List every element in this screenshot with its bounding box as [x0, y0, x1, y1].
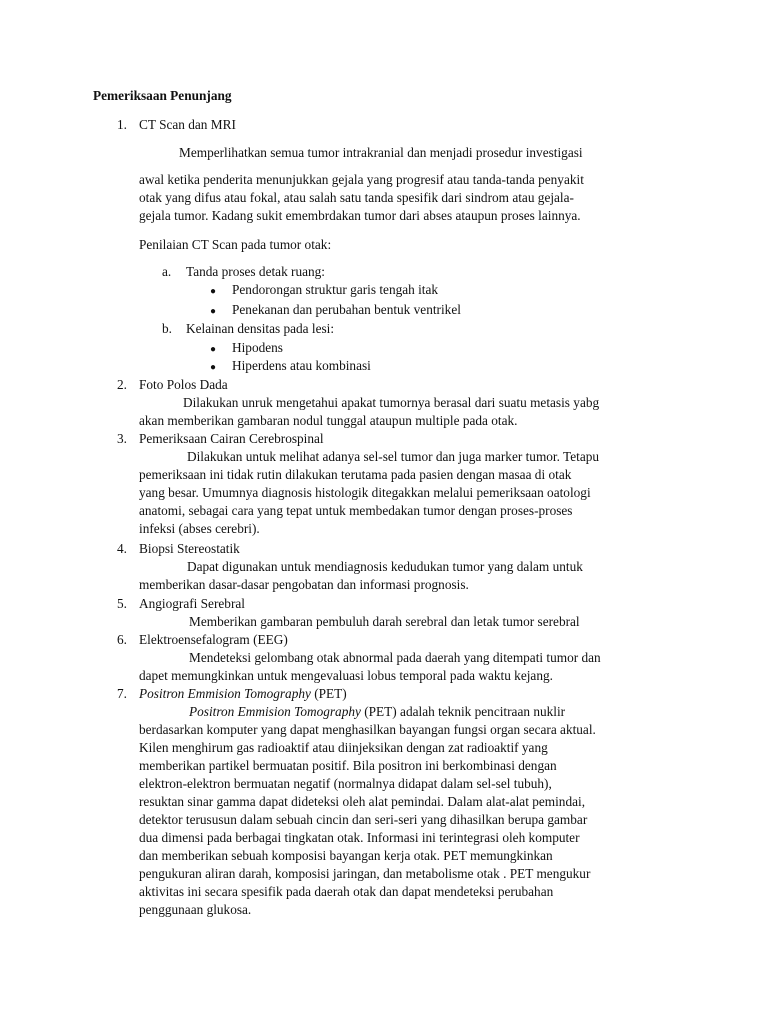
sub-letter: b.	[162, 321, 172, 336]
list-item-cairan	[117, 430, 324, 448]
text-line: berdasarkan komputer yang dapat menghasilkan bayangan fungsi organ secara aktual.	[139, 722, 596, 737]
sub-item-b	[162, 320, 334, 338]
paragraph	[139, 466, 679, 538]
text-line: dan memberikan sebuah komposisi bayangan kerja otak. PET memungkinkan	[139, 848, 553, 863]
text-line: Kilen menghirum gas radioaktif atau diinjeksikan dengan zat radioaktif yang	[139, 740, 548, 755]
pet-italic-term: Positron Emmision Tomography	[189, 704, 361, 719]
bullet-icon: ●	[210, 344, 217, 355]
text-line: Mendeteksi gelombang otak abnormal pada daerah yang ditempati tumor dan	[189, 650, 601, 665]
item-title: Foto Polos Dada	[139, 377, 228, 392]
pet-paragraph	[139, 721, 679, 919]
list-item-eeg	[117, 631, 288, 649]
text-line: penggunaan glukosa.	[139, 902, 252, 917]
list-item-pet	[117, 685, 347, 703]
text-line: aktivitas ini secara spesifik pada daerah otak dan dapat mendeteksi perubahan	[139, 884, 554, 899]
text-line: dapet memungkinkan untuk mengevaluasi lobus temporal pada waktu kejang.	[139, 668, 553, 683]
pet-first-rest: (PET) adalah teknik pencitraan nuklir	[360, 704, 566, 719]
bullet-icon: ●	[210, 306, 217, 317]
text-line: anatomi, sebagai cara yang tepat untuk membedakan tumor dengan proses-proses	[139, 503, 573, 518]
text-line: akan memberikan gambaran nodul tunggal ataupun multiple pada otak.	[139, 413, 518, 428]
section-heading: Pemeriksaan Penunjang	[93, 88, 232, 103]
text-line: Memberikan gambaran pembuluh darah serebral dan letak tumor serebral	[189, 614, 580, 629]
pet-first-line	[189, 703, 729, 721]
item-title: Biopsi Stereostatik	[139, 541, 240, 556]
item-number: 6.	[117, 632, 127, 647]
item-title: CT Scan dan MRI	[139, 117, 236, 132]
bullet-text: Pendorongan struktur garis tengah itak	[232, 282, 439, 297]
sub-letter: a.	[162, 264, 172, 279]
text-line: resuktan sinar gamma dapat dideteksi oleh alat pemindai. Dalam alat-alat pemindai,	[139, 794, 586, 809]
text-line: detektor terususun dalam sebuah cincin dan seri-seri yang dihasilkan berupa gambar	[139, 812, 588, 827]
text-line: memberikan partikel bermuatan positif. Bila positron ini berkombinasi dengan	[139, 758, 557, 773]
item-number: 3.	[117, 431, 127, 446]
sub-item-a	[162, 263, 325, 281]
ct-paragraph-first-line: Memperlihatkan semua tumor intrakranial dan menjadi prosedur investigasi	[179, 145, 583, 160]
sub-label: Tanda proses detak ruang:	[186, 264, 326, 279]
text-line: gejala tumor. Kadang sukit emembrdakan tumor dari abses ataupun proses lainnya.	[139, 208, 581, 223]
item-title: Angiografi Serebral	[139, 596, 245, 611]
item-number: 2.	[117, 377, 127, 392]
text-line: Dilakukan untuk melihat adanya sel-sel tumor dan juga marker tumor. Tetapu	[187, 449, 600, 464]
item-number: 5.	[117, 596, 127, 611]
text-line: dua dimensi pada berbagai tingkatan otak. Informasi ini terintegrasi oleh komputer	[139, 830, 580, 845]
item-number: 7.	[117, 686, 127, 701]
ct-assessment: Penilaian CT Scan pada tumor otak:	[139, 237, 332, 252]
text-line: yang besar. Umumnya diagnosis histologik ditegakkan melalui pemeriksaan oatologi	[139, 485, 591, 500]
list-item-foto-polos	[117, 376, 228, 394]
bullet-item	[210, 301, 461, 321]
item-title-suffix: (PET)	[310, 686, 347, 701]
list-item-angiografi	[117, 595, 245, 613]
text-line: Dilakukan unruk mengetahui apakat tumornya berasal dari suatu metasis yabg	[183, 395, 600, 410]
bullet-icon: ●	[210, 286, 217, 297]
bullet-text: Hiperdens atau kombinasi	[232, 358, 371, 373]
text-line: awal ketika penderita menunjukkan gejala yang progresif atau tanda-tanda penyakit	[139, 172, 584, 187]
text-line: elektron-elektron bermuatan negatif (normalnya didapat dalam sel-sel tubuh),	[139, 776, 552, 791]
text-line: pemeriksaan ini tidak rutin dilakukan terutama pada pasien dengan masaa di otak	[139, 467, 572, 482]
list-item-ct-scan	[117, 116, 236, 134]
sub-label: Kelainan densitas pada lesi:	[186, 321, 335, 336]
item-number: 4.	[117, 541, 127, 556]
bullet-item	[210, 281, 438, 301]
item-title: Elektroensefalogram (EEG)	[139, 632, 288, 647]
text-line: otak yang difus atau fokal, atau salah satu tanda spesifik dari sindrom atau gejala-	[139, 190, 574, 205]
text-line: infeksi (abses cerebri).	[139, 521, 260, 536]
bullet-icon: ●	[210, 362, 217, 373]
text-line: Dapat digunakan untuk mendiagnosis kedudukan tumor yang dalam untuk	[187, 559, 583, 574]
item-title: Pemeriksaan Cairan Cerebrospinal	[139, 431, 324, 446]
item-number: 1.	[117, 117, 127, 132]
text-line: pengukuran aliran darah, komposisi jaringan, dan metabolisme otak . PET mengukur	[139, 866, 591, 881]
text-line: memberikan dasar-dasar pengobatan dan informasi prognosis.	[139, 577, 469, 592]
ct-paragraph	[139, 171, 679, 225]
bullet-item	[210, 357, 371, 377]
bullet-text: Hipodens	[232, 340, 283, 355]
list-item-biopsi	[117, 540, 240, 558]
bullet-text: Penekanan dan perubahan bentuk ventrikel	[232, 302, 461, 317]
bullet-item	[210, 339, 283, 359]
item-title: Positron Emmision Tomography	[139, 686, 311, 701]
